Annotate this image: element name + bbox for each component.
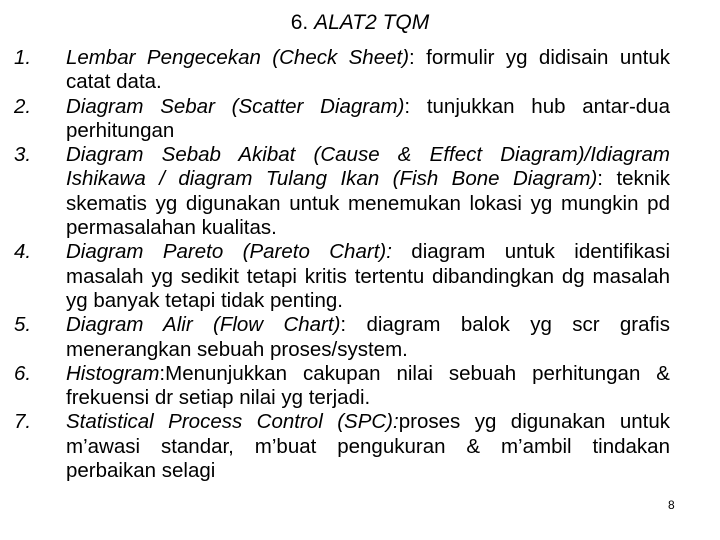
item-description: : teknik skematis yg digunakan untuk menemukan lokasi yg mungkin pd permasalahan kualitas. xyxy=(66,167,670,240)
item-description: : formulir yg didisain untuk catat data. xyxy=(66,46,670,94)
item-number: 7. xyxy=(14,410,32,434)
item-description: proses yg digunakan untuk m’awasi standar, m’buat pengukuran & m’ambil tindakan perbaikan selagi xyxy=(66,410,671,483)
slide-title xyxy=(0,10,720,36)
slide-title-number: 6. xyxy=(290,11,309,34)
item-term: Statistical Process Control (SPC): xyxy=(66,410,399,434)
item-number: 2. xyxy=(14,94,32,118)
item-term: Diagram Alir (Flow Chart) xyxy=(66,313,341,337)
list-item xyxy=(14,46,670,95)
tools-list xyxy=(14,46,670,483)
item-number: 5. xyxy=(14,313,32,337)
item-description: : diagram balok yg scr grafis menerangkan sebuah proses/system. xyxy=(66,313,670,361)
list-item xyxy=(14,362,670,411)
item-term: Histogram xyxy=(66,361,160,385)
item-term: Lembar Pengecekan (Check Sheet) xyxy=(66,46,410,69)
list-item xyxy=(14,95,670,144)
item-number: 1. xyxy=(14,46,32,69)
item-description: :Menunjukkan cakupan nilai sebuah perhitungan & frekuensi dr setiap nilai yg terjadi. xyxy=(66,361,670,410)
item-term: Diagram Sebab Akibat (Cause & Effect Diagram)/Idiagram Ishikawa / diagram Tulang Ikan (Fish Bone Diagram) xyxy=(66,143,670,191)
item-number: 3. xyxy=(14,143,32,167)
page-number: 8 xyxy=(668,498,675,512)
item-term: Diagram Sebar (Scatter Diagram) xyxy=(66,94,405,118)
list-item xyxy=(14,410,670,483)
item-number: 6. xyxy=(14,361,32,385)
item-number: 4. xyxy=(14,240,32,264)
item-term: Diagram Pareto (Pareto Chart): xyxy=(66,240,392,264)
slide-title-text: ALAT2 TQM xyxy=(314,11,430,34)
list-item xyxy=(14,313,670,362)
item-description: diagram untuk identifikasi masalah yg sedikit tetapi kritis tertentu dibandingkan dg masalah yg banyak tetapi tidak penting. xyxy=(66,240,670,312)
item-description: : tunjukkan hub antar-dua perhitungan xyxy=(66,94,670,142)
list-item xyxy=(14,240,670,313)
list-item xyxy=(14,143,670,240)
